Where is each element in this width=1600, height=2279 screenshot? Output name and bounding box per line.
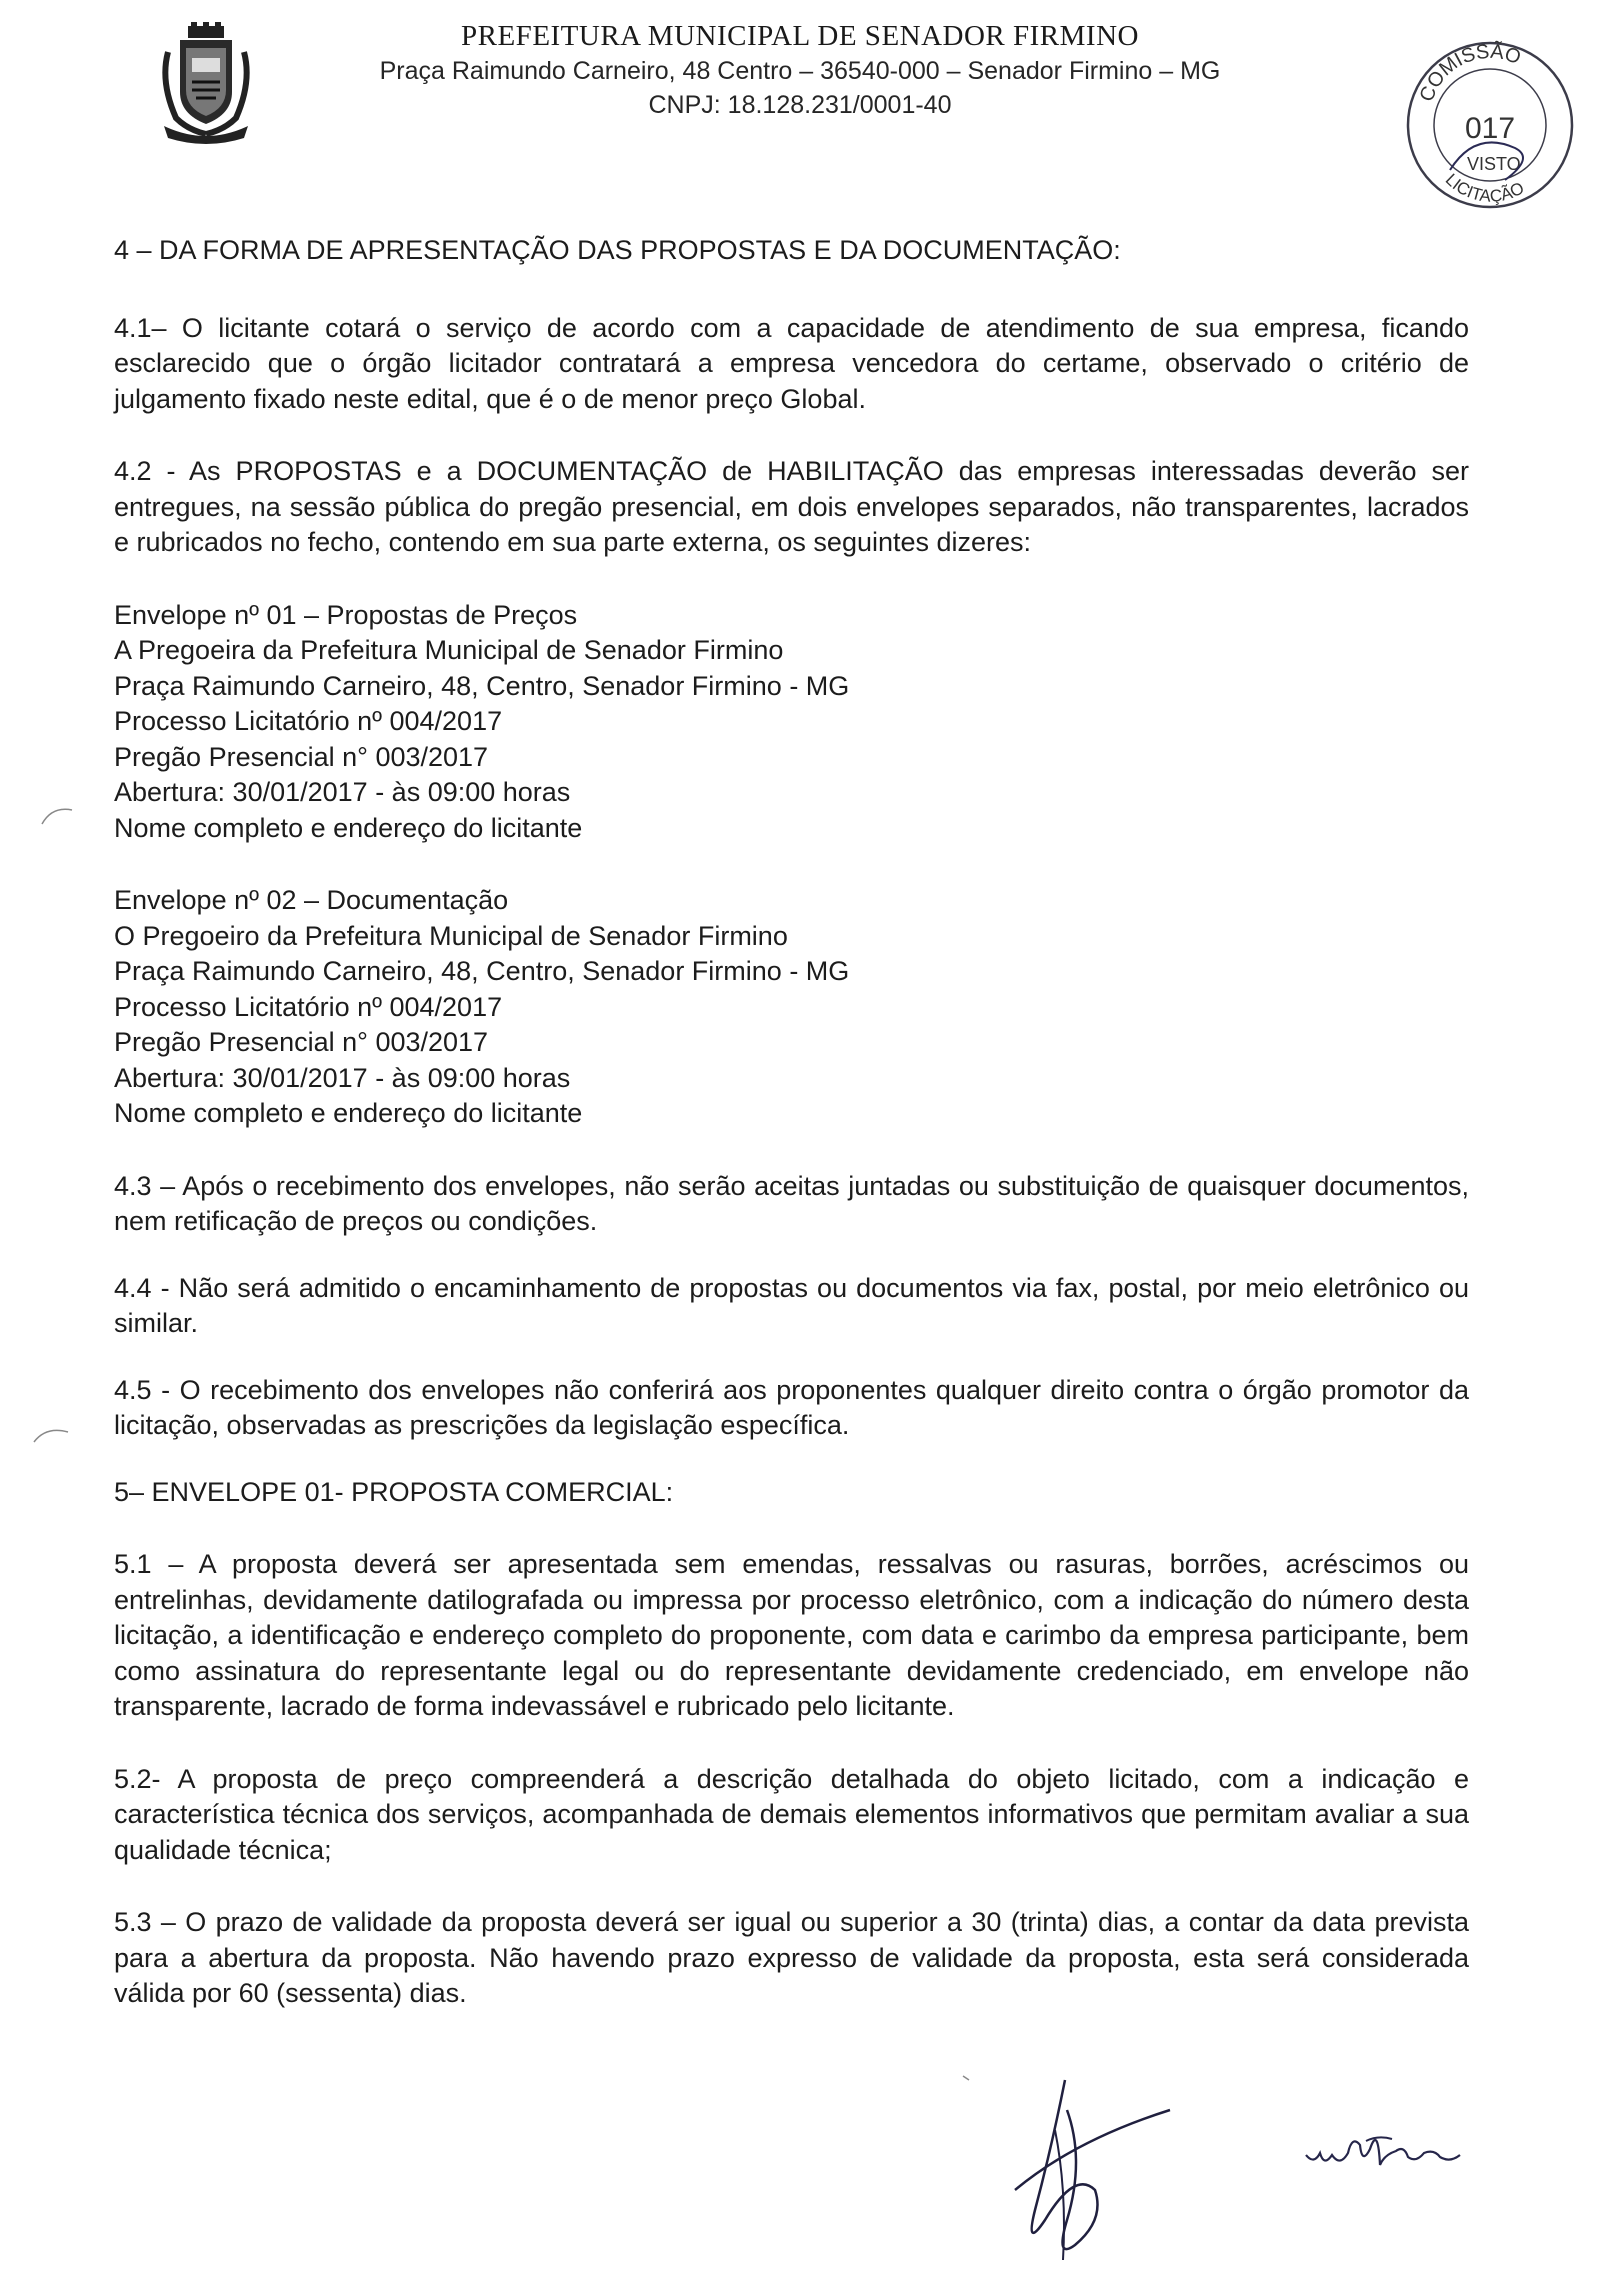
letterhead-title: PREFEITURA MUNICIPAL DE SENADOR FIRMINO xyxy=(461,20,1139,52)
envelope-2-line: Envelope nº 02 – Documentação xyxy=(114,885,509,915)
letterhead-cnpj: CNPJ: 18.128.231/0001-40 xyxy=(648,91,952,119)
municipal-crest-icon xyxy=(158,22,254,144)
paragraph-4-1: 4.1– O licitante cotará o serviço de acordo com a capacidade de atendimento de sua empresa, ficando esclarecido que o órgão licitador contratará a empresa vencedora do certame, observado o critério de julgamento fixado neste edital, que é o de menor preço Global. xyxy=(114,312,1469,414)
paragraph-5-1: 5.1 – A proposta deverá ser apresentada sem emendas, ressalvas ou rasuras, borrões, acréscimos ou entrelinhas, devidamente datilografada ou impressa por processo eletrônico, com a indicação do número desta licitação, a identificação e endereço completo do proponente, com data e carimbo da empresa participante, bem como assinatura do representante legal ou do representante devidamente credenciado, em envelope não transparente, lacrado de forma indevassável e rubricado pelo licitante. xyxy=(114,1549,1469,1721)
section-4-heading: 4 – DA FORMA DE APRESENTAÇÃO DAS PROPOSTAS E DA DOCUMENTAÇÃO: xyxy=(114,235,1121,265)
paragraph-5-2: 5.2- A proposta de preço compreenderá a descrição detalhada do objeto licitado, com a indicação e característica técnica dos serviços, acompanhada de demais elementos informativos que permitam avaliar a sua qualidade técnica; xyxy=(114,1763,1469,1865)
commission-stamp xyxy=(1395,30,1585,220)
letterhead xyxy=(300,18,1300,122)
envelope-1-line: A Pregoeira da Prefeitura Municipal de Senador Firmino xyxy=(114,635,784,665)
svg-text:VISTO: VISTO xyxy=(1467,154,1521,174)
envelope-2-line: Praça Raimundo Carneiro, 48, Centro, Senador Firmino - MG xyxy=(114,956,850,986)
section-5-heading: 5– ENVELOPE 01- PROPOSTA COMERCIAL: xyxy=(114,1476,674,1507)
svg-text:COMISSÃO: COMISSÃO xyxy=(1415,40,1524,105)
envelope-2-line: Abertura: 30/01/2017 - às 09:00 horas xyxy=(114,1062,571,1093)
svg-text:017: 017 xyxy=(1465,112,1516,145)
envelope-1-line: Envelope nº 01 – Propostas de Preços xyxy=(114,599,578,630)
envelope-1-line: Nome completo e endereço do licitante xyxy=(114,812,583,843)
envelope-2-line: Processo Licitatório nº 004/2017 xyxy=(114,991,503,1022)
svg-text:LICITAÇÃO: LICITAÇÃO xyxy=(1441,170,1528,206)
initials-signature-icon xyxy=(1300,2105,1470,2185)
paragraph-4-2: 4.2 - As PROPOSTAS e a DOCUMENTAÇÃO de HABILITAÇÃO das empresas interessadas deverão ser entregues, na sessão pública do pregão presencial, em dois envelopes separados, não transparentes, lacrados e rubricados no fecho, contendo em sua parte externa, os seguintes dizeres: xyxy=(114,456,1469,557)
envelope-1-line: Pregão Presencial n° 003/2017 xyxy=(114,741,489,772)
margin-mark-icon xyxy=(30,1420,74,1450)
letterhead-address: Praça Raimundo Carneiro, 48 Centro – 36540-000 – Senador Firmino – MG xyxy=(379,57,1221,85)
envelope-2-line: Nome completo e endereço do licitante xyxy=(114,1098,583,1128)
paragraph-5-3: 5.3 – O prazo de validade da proposta deverá ser igual ou superior a 30 (trinta) dias, a contar da data prevista para a abertura da proposta. Não havendo prazo expresso de validade da proposta, esta será considerada válida por 60 (sessenta) dias. xyxy=(114,1907,1469,2008)
document-body xyxy=(114,233,1469,2012)
paragraph-4-5: 4.5 - O recebimento dos envelopes não conferirá aos proponentes qualquer direito contra o órgão promotor da licitação, observadas as prescrições da legislação específica. xyxy=(114,1374,1469,1440)
envelope-1-line: Processo Licitatório nº 004/2017 xyxy=(114,706,503,736)
envelope-2-line: Pregão Presencial n° 003/2017 xyxy=(114,1027,489,1057)
envelope-1-line: Praça Raimundo Carneiro, 48, Centro, Senador Firmino - MG xyxy=(114,670,850,701)
envelope-2-label xyxy=(114,883,1469,1132)
envelope-2-line: O Pregoeiro da Prefeitura Municipal de Senador Firmino xyxy=(114,920,788,951)
envelope-1-line: Abertura: 30/01/2017 - às 09:00 horas xyxy=(114,777,571,807)
signature-icon xyxy=(955,2070,1185,2270)
margin-mark-icon xyxy=(38,800,78,830)
envelope-1-label xyxy=(114,598,1469,847)
paragraph-4-4: 4.4 - Não será admitido o encaminhamento de propostas ou documentos via fax, postal, por meio eletrônico ou similar. xyxy=(114,1272,1469,1338)
paragraph-4-3: 4.3 – Após o recebimento dos envelopes, não serão aceitas juntadas ou substituição de quaisquer documentos, nem retificação de preços ou condições. xyxy=(114,1170,1469,1236)
